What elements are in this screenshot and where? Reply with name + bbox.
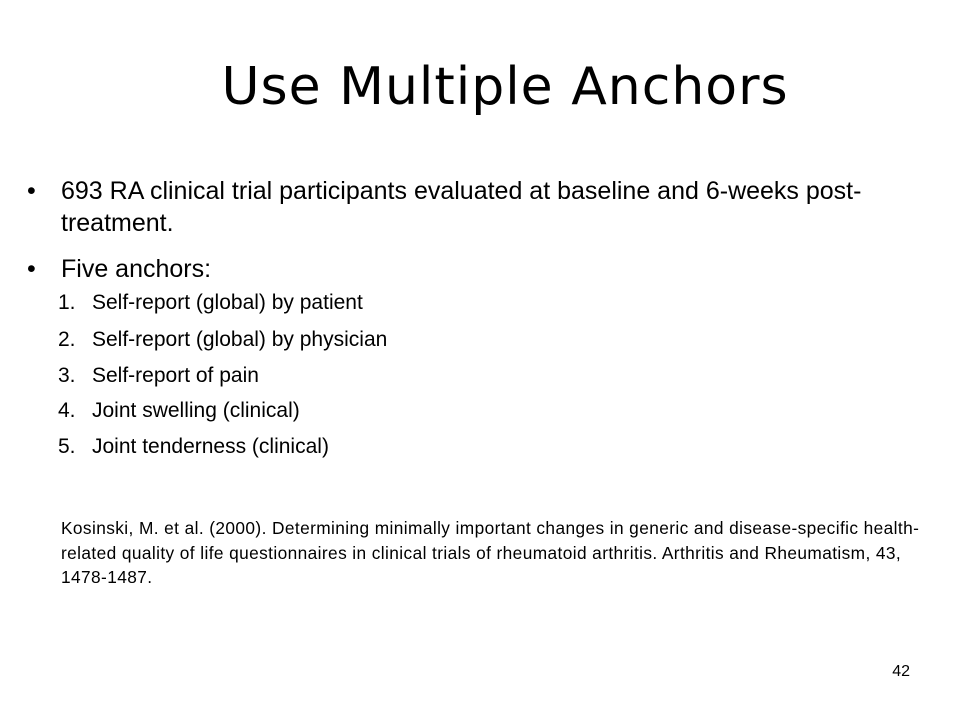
anchor-text: Joint tenderness (clinical) [92,435,329,458]
anchor-list-item [58,434,329,460]
anchor-text: Self-report (global) by patient [92,291,363,314]
bullet-text-anchors: Five anchors: [61,255,212,283]
anchor-number: 4. [58,399,76,422]
anchor-list-item [58,398,300,424]
anchor-number: 2. [58,328,76,351]
anchor-list-item [58,327,387,353]
anchor-text: Joint swelling (clinical) [92,399,300,422]
anchor-text: Self-report of pain [92,364,259,387]
anchor-number: 5. [58,435,76,458]
page-number: 42 [892,663,910,680]
anchor-number: 3. [58,364,76,387]
bullet-item [27,253,917,285]
bullet-marker: • [27,177,36,205]
citation-reference: Kosinski, M. et al. (2000). Determining minimally important changes in generic and disease-specific health-related quality of life questionnaires in clinical trials of rheumatoid arthritis. Arthritis and Rheumatism, 43, 1478-1487. [61,518,920,587]
anchor-list-item [58,363,259,389]
anchor-text: Self-report (global) by physician [92,328,388,351]
anchor-list-item [58,290,363,316]
bullet-text-participants: 693 RA clinical trial participants evaluated at baseline and 6-weeks post-treatment. [61,177,862,237]
bullet-item [27,175,917,239]
bullet-marker: • [27,255,36,283]
anchor-number: 1. [58,291,76,314]
slide-title: Use Multiple Anchors [221,57,789,117]
